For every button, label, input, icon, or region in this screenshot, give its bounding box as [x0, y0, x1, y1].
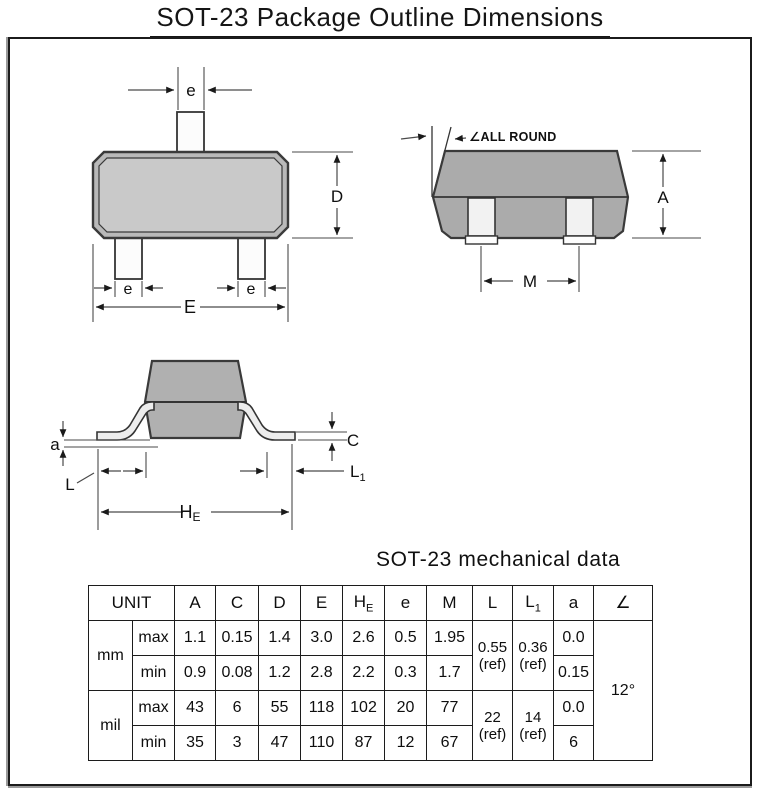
col-header-M: M [427, 586, 473, 621]
cell: 118 [301, 691, 343, 726]
cell: 2.8 [301, 656, 343, 691]
col-header-L: L [473, 586, 513, 621]
cell: 20 [385, 691, 427, 726]
cell: 67 [427, 726, 473, 761]
cell: 2.6 [343, 621, 385, 656]
col-header-C: C [216, 586, 259, 621]
dim-A [632, 151, 701, 238]
cell: 6 [554, 726, 594, 761]
col-header-L1: $L_1$ [513, 586, 554, 621]
cell: 47 [259, 726, 301, 761]
table-heading: SOT-23 mechanical data [376, 548, 621, 571]
label-e-top: e [186, 81, 196, 100]
row-mm-min [89, 656, 653, 691]
label-M: M [522, 272, 538, 291]
label-HE: HE [179, 502, 201, 524]
dim-M [481, 246, 579, 292]
cell: 1.2 [259, 656, 301, 691]
cell: 1.1 [175, 621, 216, 656]
cell: 2.2 [343, 656, 385, 691]
side-view-body [433, 151, 628, 238]
col-header-a: a [554, 586, 594, 621]
label-E: E [183, 297, 197, 317]
cell: 6 [216, 691, 259, 726]
dim-D [292, 152, 353, 238]
col-header-angle: ∠ [594, 586, 653, 621]
cell: 12 [385, 726, 427, 761]
dim-e-bottom-right [217, 281, 286, 298]
cell-mil-L: 22 (ref) [473, 691, 513, 761]
cell: 43 [175, 691, 216, 726]
cell-mm-L: 0.55 (ref) [473, 621, 513, 691]
section-view-body [145, 361, 246, 438]
cell: 87 [343, 726, 385, 761]
cell: 0.0 [554, 691, 594, 726]
dim-C [296, 412, 359, 461]
cell: 0.5 [385, 621, 427, 656]
section-view-lead-right [238, 402, 295, 440]
cell: 3.0 [301, 621, 343, 656]
side-view-pin-left [468, 198, 495, 236]
label-e-bottom-left: e [123, 281, 133, 298]
label-C: C [346, 431, 360, 450]
mil-min-label: min [133, 726, 175, 761]
label-L: L [65, 475, 75, 494]
label-all-round: ∠ALL ROUND [469, 130, 557, 144]
front-view-top-pin [177, 112, 204, 154]
side-view-pin-left-foot [466, 236, 498, 244]
cell: 0.15 [554, 656, 594, 691]
side-view-diagram [401, 126, 701, 292]
section-view-diagram [50, 361, 365, 530]
cell: 1.7 [427, 656, 473, 691]
cell: 1.95 [427, 621, 473, 656]
cell: 1.4 [259, 621, 301, 656]
cell: 0.0 [554, 621, 594, 656]
page-title-text: SOT-23 Package Outline Dimensions [150, 2, 609, 38]
section-view-lead-left [97, 402, 154, 440]
cell: 110 [301, 726, 343, 761]
cell: 0.08 [216, 656, 259, 691]
label-D: D [330, 187, 344, 206]
dim-a [50, 421, 158, 466]
col-header-e: e [385, 586, 427, 621]
front-view-diagram [93, 67, 353, 322]
label-e-bottom-right: e [246, 281, 256, 298]
header-row [89, 586, 653, 621]
col-header-E: E [301, 586, 343, 621]
front-view-body-inner [99, 158, 282, 232]
mil-max-label: max [133, 691, 175, 726]
front-view-bottom-pin-right [238, 236, 265, 279]
mechanical-data-table [88, 585, 653, 761]
dim-e-top [128, 67, 252, 110]
front-view-bottom-pin-left [115, 236, 142, 279]
row-mil-min [89, 726, 653, 761]
col-header-A: A [175, 586, 216, 621]
row-mil-max [89, 691, 653, 726]
cell: 0.3 [385, 656, 427, 691]
dim-HE [101, 502, 289, 524]
col-header-D: D [259, 586, 301, 621]
cell-mil-L1: 14 (ref) [513, 691, 554, 761]
cell-mm-L1: 0.36 (ref) [513, 621, 554, 691]
cell: 35 [175, 726, 216, 761]
dim-L [65, 449, 146, 530]
mm-max-label: max [133, 621, 175, 656]
cell: 77 [427, 691, 473, 726]
dim-L1 [240, 444, 366, 530]
unit-mm: mm [89, 621, 133, 691]
label-L1: $L_1$ [350, 462, 366, 484]
col-header-unit: UNIT [89, 586, 175, 621]
cell: 0.9 [175, 656, 216, 691]
cell: 102 [343, 691, 385, 726]
dim-e-bottom-left [94, 281, 163, 298]
cell-angle: 12° [594, 621, 653, 761]
col-header-HE: $H_E$ [343, 586, 385, 621]
side-view-pin-right-foot [564, 236, 596, 244]
unit-mil: mil [89, 691, 133, 761]
label-A: A [657, 188, 669, 207]
label-a: a [50, 435, 60, 454]
cell: 55 [259, 691, 301, 726]
row-mm-max [89, 621, 653, 656]
side-view-pin-right [566, 198, 593, 236]
mm-min-label: min [133, 656, 175, 691]
cell: 3 [216, 726, 259, 761]
cell: 0.15 [216, 621, 259, 656]
